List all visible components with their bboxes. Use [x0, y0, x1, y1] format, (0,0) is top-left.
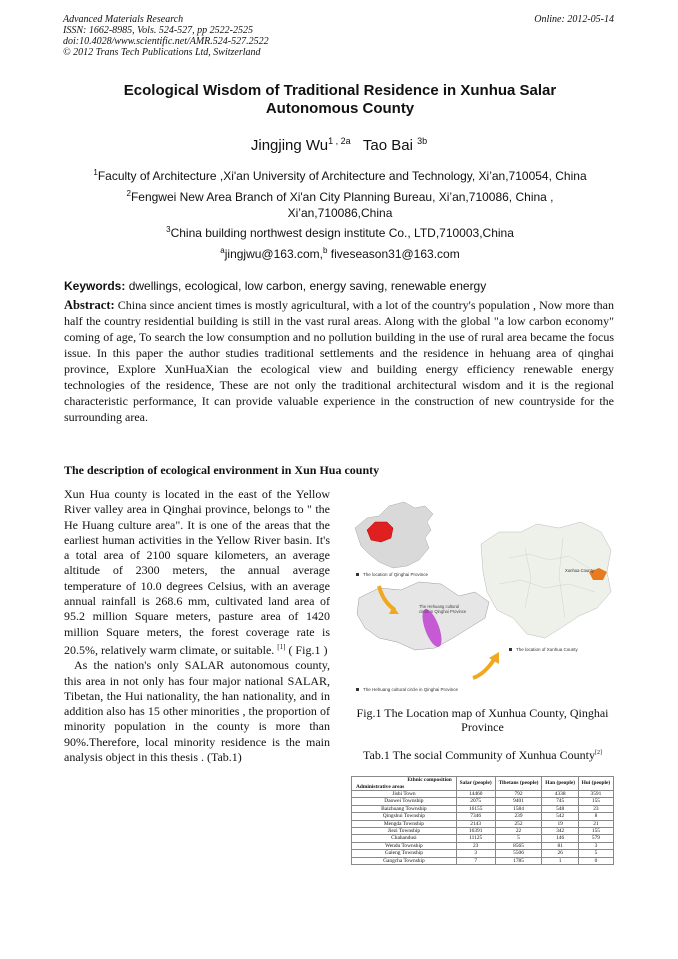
arrow-2	[473, 658, 495, 678]
paragraph-1: Xun Hua county is located in the east of the Yellow River valley area in Qinghai province, belongs to " the He Huang culture area". It is one of the areas that the earliest human activities in the Yellow River basin. It's a total area of 2100 square kilometers, an average altitude of 2300 meters, the annual average temperature of 10.0 degrees Celsius, with an average annual rainfall is 268.6 mm, cultivated land area of 95.2 million Square meters, pasture area of 1420 million Square meters, the forest coverage rate is 20.5%, relatively warm climate, or suitable. [1] ( Fig.1 )	[64, 487, 330, 657]
table-row	[352, 842, 614, 849]
population-cell: 252	[495, 820, 542, 827]
column-header: Hui (people)	[578, 777, 613, 791]
journal-info	[63, 14, 269, 58]
table-row	[352, 791, 614, 798]
area-name-cell: Galeng Township	[352, 850, 457, 857]
qinghai-label: The location of Qinghai Province	[363, 572, 429, 577]
doi: doi:10.4028/www.scientific.net/AMR.524-527.2522	[63, 36, 269, 47]
author-1: Jingjing Wu	[250, 137, 329, 154]
population-cell: 81	[542, 842, 578, 849]
journal-name: Advanced Materials Research	[63, 14, 184, 25]
abstract	[64, 297, 614, 425]
author-emails: $^a$jingjwu@163.com,$^b$ fiveseason31@163.com	[220, 246, 460, 261]
paragraph-2: As the nation's only SALAR autonomous county, this area in not only has four major national SALAR, Tibetan, the Hui nationality, the han nationality, and in addition also has 15 other minorities , the proportion of minority population in the county is more than 90%.Therefore, local minority residence is the main analysis object in this thesis . (Tab.1)	[64, 658, 330, 765]
author-1-sup: 1 , 2a	[328, 136, 351, 146]
corner-header: Ethnic composition Administrative areas	[352, 777, 457, 791]
email-a: jingjwu@163.com,	[224, 247, 323, 261]
population-cell: 792	[495, 791, 542, 798]
online-date: Online: 2012-05-14	[534, 14, 614, 25]
figure-caption: Fig.1 The Location map of Xunhua County, Qinghai Province	[356, 706, 609, 734]
legend-marker-3	[509, 648, 512, 651]
population-cell: 548	[542, 805, 578, 812]
population-cell: 11125	[456, 835, 495, 842]
column-header: Han (people)	[542, 777, 578, 791]
table-row	[352, 820, 614, 827]
keywords: Keywords: dwellings, ecological, low carbon, energy saving, renewable energy	[64, 279, 487, 293]
population-cell: 26	[542, 850, 578, 857]
paper-title: Ecological Wisdom of Traditional Residence in Xunhua Salar Autonomous County	[123, 82, 557, 117]
population-cell: 22	[495, 828, 542, 835]
area-name-cell: Jiezi Township	[352, 828, 457, 835]
table-row	[352, 835, 614, 842]
circle-label: The Hehuang cultural circle in Qinghai Province	[419, 604, 467, 614]
table-row	[352, 805, 614, 812]
population-cell: 239	[495, 813, 542, 820]
table-body	[352, 791, 614, 865]
table-header-row	[352, 777, 614, 791]
population-cell: 9401	[495, 798, 542, 805]
population-cell: 16155	[456, 805, 495, 812]
hehuang-label: The Hehuang cultural circle in Qinghai Province	[363, 687, 459, 692]
location-map-figure	[349, 488, 617, 698]
population-cell: 342	[542, 828, 578, 835]
population-cell: 5	[578, 850, 613, 857]
population-cell: 155	[578, 828, 613, 835]
area-name-cell: Wendu Township	[352, 842, 457, 849]
citation-1: [1]	[277, 642, 286, 651]
population-cell: 14460	[456, 791, 495, 798]
area-name-cell: Chahandusi	[352, 835, 457, 842]
affiliation-2: $^2$Fengwei New Area Branch of Xi'an City Planning Bureau, Xi’an,710086, China , Xi’an,710086,China	[126, 189, 554, 220]
population-cell: 8565	[495, 842, 542, 849]
population-cell: 1785	[495, 857, 542, 864]
table-row	[352, 828, 614, 835]
area-name-cell: Mengda Township	[352, 820, 457, 827]
population-cell: 4338	[542, 791, 578, 798]
copyright: © 2012 Trans Tech Publications Ltd, Switzerland	[63, 47, 261, 58]
population-cell: 1584	[495, 805, 542, 812]
table-row	[352, 813, 614, 820]
population-cell: 579	[578, 835, 613, 842]
population-cell: 1	[542, 857, 578, 864]
legend-marker-2	[356, 688, 359, 691]
author-2-sup: 3b	[417, 136, 428, 146]
population-cell: 745	[542, 798, 578, 805]
population-cell: 5506	[495, 850, 542, 857]
section-heading: The description of ecological environment in Xun Hua county	[64, 463, 380, 477]
affiliation-1: $^1$Faculty of Architecture ,Xi'an University of Architecture and Technology, Xi’an,710054, China	[93, 168, 587, 183]
population-cell: 3	[456, 850, 495, 857]
population-cell: 19	[542, 820, 578, 827]
abstract-text: China since ancient times is mostly agricultural, with a lot of the country's population , Now more than half the country residential building is still in the vast rural areas. Along with the global "a low carbon economy" coming of age, To search the low consumption and no pollution building in the use of rural area became the focus issue. In this paper the author studies traditional settlements and the residence in hehuang area of qinghai province, Explore XunHuaXian the ecological view and building energy efficiency renewable energy technologies of the residence, These are not only the traditional architectural wisdom and it is the regional characteristic performance, It can provide valuable experience in the construction of new countryside for the surrounding area.	[64, 298, 614, 424]
population-cell: 0	[578, 857, 613, 864]
authors	[0, 136, 678, 154]
legend-marker-1	[356, 573, 359, 576]
social-community-table	[351, 776, 614, 865]
population-cell: 155	[578, 798, 613, 805]
population-cell: 5	[495, 835, 542, 842]
table-row	[352, 850, 614, 857]
issn: ISSN: 1662-8985, Vols. 524-527, pp 2522-2525	[63, 25, 253, 36]
population-cell: 3	[578, 842, 613, 849]
population-cell: 16391	[456, 828, 495, 835]
population-cell: 23	[578, 805, 613, 812]
population-cell: 21	[578, 820, 613, 827]
population-cell: 2143	[456, 820, 495, 827]
population-cell: 146	[542, 835, 578, 842]
affiliation-3: $^3$China building northwest design institute Co., LTD,710003,China	[166, 225, 514, 240]
column-header: Salar (people)	[456, 777, 495, 791]
population-cell: 7346	[456, 813, 495, 820]
area-name-cell: Gangcha Township	[352, 857, 457, 864]
author-2: Tao Bai	[362, 137, 413, 154]
table-row	[352, 798, 614, 805]
population-cell: 23	[456, 842, 495, 849]
china-map	[355, 502, 433, 568]
population-cell: 2075	[456, 798, 495, 805]
table-row	[352, 857, 614, 864]
xunhua-map	[481, 522, 611, 638]
qinghai-map	[357, 582, 489, 650]
population-cell: 7	[456, 857, 495, 864]
area-name-cell: Jishi Town	[352, 791, 457, 798]
column-header: Tibetans (people)	[495, 777, 542, 791]
area-name-cell: Baizhuang Township	[352, 805, 457, 812]
abstract-label: Abstract:	[64, 298, 115, 312]
population-cell: 542	[542, 813, 578, 820]
xunhua-label: The location of Xunhua County	[516, 647, 578, 652]
table-citation: [2]	[594, 750, 602, 756]
population-cell: 8	[578, 813, 613, 820]
population-cell: 3591	[578, 791, 613, 798]
area-name-cell: Daowei Township	[352, 798, 457, 805]
email-b: fiveseason31@163.com	[327, 247, 460, 261]
body-column	[64, 487, 330, 765]
xunhua-map-label: Xunhua County	[565, 568, 594, 573]
table-caption: Tab.1 The social Community of Xunhua County[2]	[363, 748, 602, 762]
area-name-cell: Qingshui Township	[352, 813, 457, 820]
